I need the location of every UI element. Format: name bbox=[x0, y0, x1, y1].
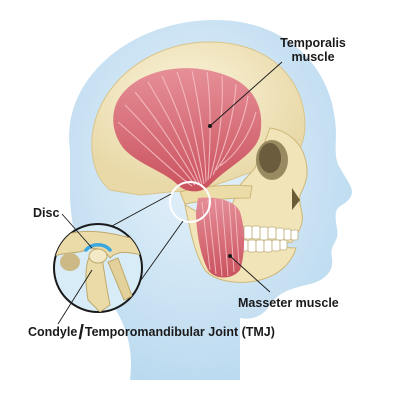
label-separator: / bbox=[78, 322, 84, 344]
temporalis-label-line1: Temporalis bbox=[280, 36, 346, 50]
temporalis-label-line2: muscle bbox=[291, 50, 335, 64]
condyle-tmj-label bbox=[28, 322, 275, 344]
disc-label: Disc bbox=[33, 206, 60, 220]
masseter-label: Masseter muscle bbox=[238, 296, 339, 310]
lower-teeth bbox=[240, 240, 287, 252]
condyle-label: Condyle bbox=[28, 325, 78, 339]
temporalis-label bbox=[278, 36, 348, 64]
tmj-zoom-view bbox=[54, 224, 142, 312]
tmj-label: Temporomandibular Joint (TMJ) bbox=[84, 325, 275, 339]
